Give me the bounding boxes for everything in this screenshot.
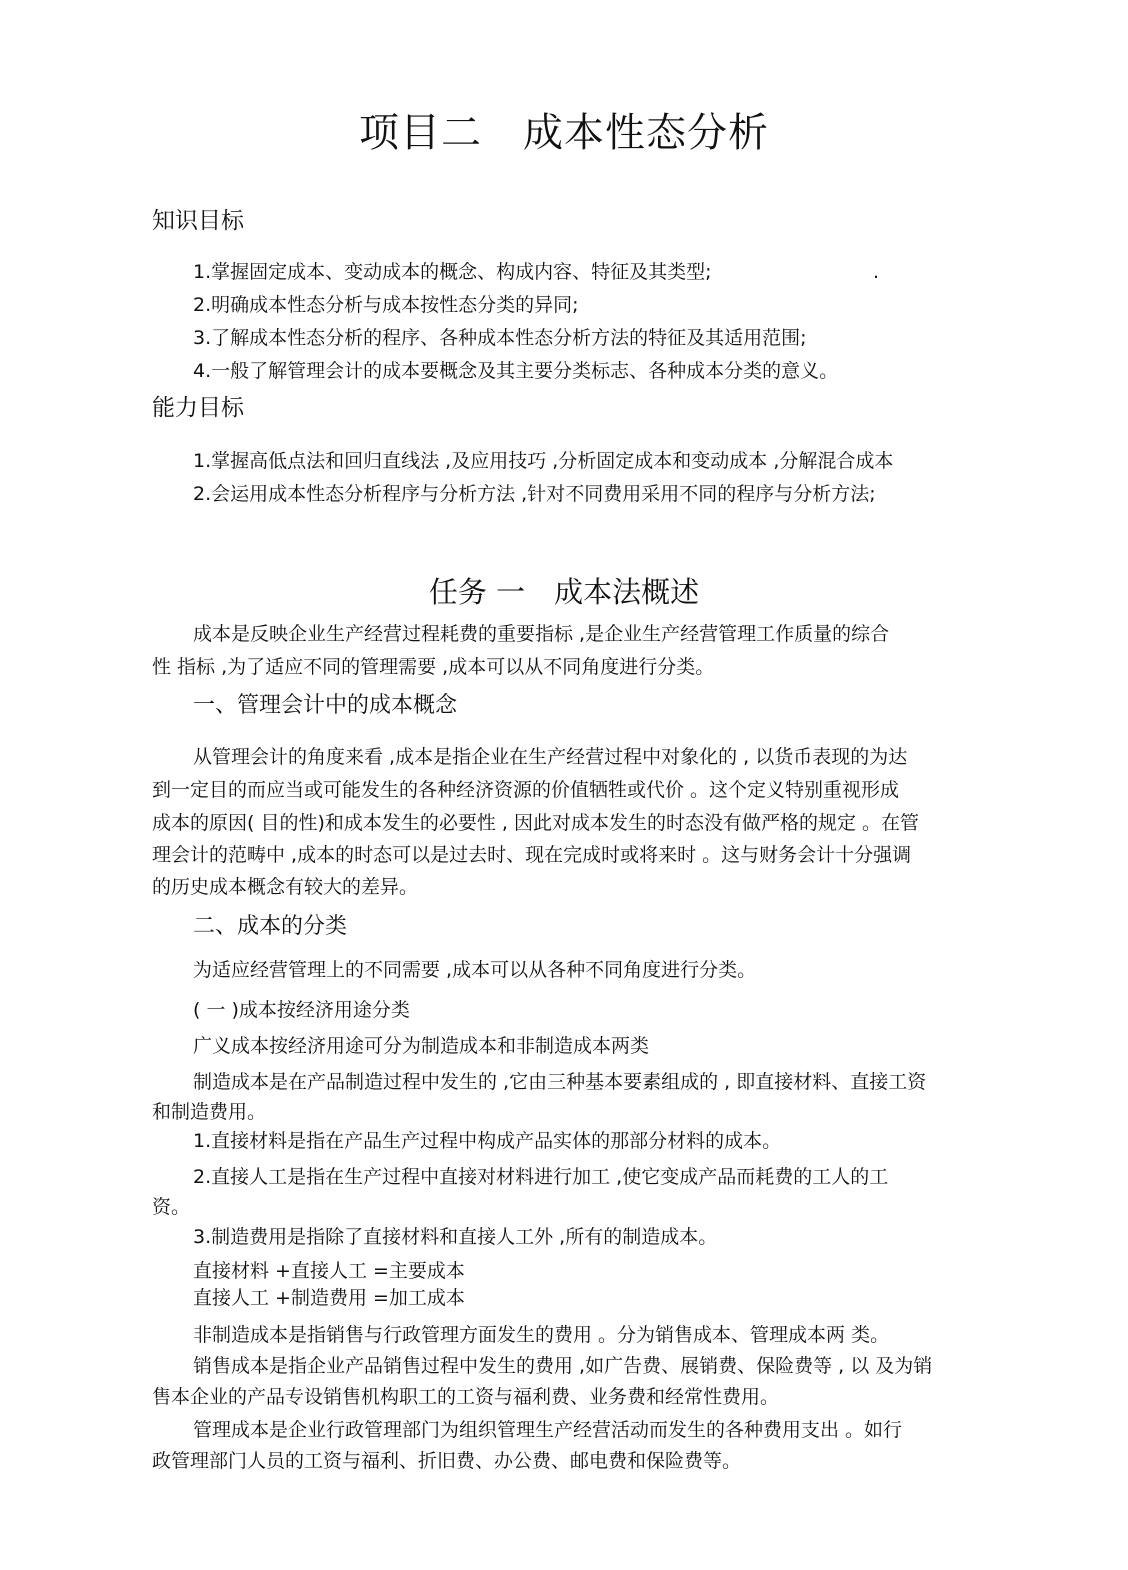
paragraph-line: ( 一 )成本按经济用途分类 [193, 999, 410, 1021]
paragraph-line: 为适应经营管理上的不同需要 ,成本可以从各种不同角度进行分类。 [193, 959, 757, 981]
knowledge-item: 1.掌握固定成本、变动成本的概念、构成内容、特征及其类型; [193, 261, 712, 283]
knowledge-item: 3.了解成本性态分析的程序、各种成本性态分析方法的特征及其适用范围; [193, 327, 807, 349]
task-title: 任务 一 成本法概述 [428, 575, 700, 609]
ability-item: 2.会运用成本性态分析程序与分析方法 ,针对不同费用采用不同的程序与分析方法; [193, 483, 876, 505]
paragraph-line: 3.制造费用是指除了直接材料和直接人工外 ,所有的制造成本。 [193, 1226, 718, 1248]
paragraph-line: 和制造费用。 [152, 1101, 267, 1123]
formula-line: 直接人工 +制造费用 =加工成本 [193, 1287, 465, 1309]
page-title: 项目二 成本性态分析 [359, 110, 769, 156]
paragraph-line: 广义成本按经济用途可分为制造成本和非制造成本两类 [193, 1035, 650, 1057]
paragraph-line: 非制造成本是指销售与行政管理方面发生的费用 。分为销售成本、管理成本两 类。 [193, 1324, 890, 1346]
paragraph-line: 制造成本是在产品制造过程中发生的 ,它由三种基本要素组成的 , 即直接材料、直接工资 [193, 1071, 927, 1093]
section-heading: 二、成本的分类 [193, 914, 348, 939]
paragraph-line: 到一定目的而应当或可能发生的各种经济资源的价值牺牲或代价 。这个定义特别重视形成 [152, 779, 900, 801]
paragraph-line: 成本的原因( 目的性)和成本发生的必要性 , 因此对成本发生的时态没有做严格的规定 。在管 [152, 812, 920, 834]
knowledge-heading: 知识目标 [152, 208, 244, 234]
paragraph-line: 1.直接材料是指在产品生产过程中构成产品实体的那部分材料的成本。 [193, 1130, 782, 1152]
paragraph-line: 资。 [152, 1196, 191, 1218]
paragraph-line: 售本企业的产品专设销售机构职工的工资与福利费、业务费和经常性费用。 [152, 1386, 780, 1408]
paragraph-line: 成本是反映企业生产经营过程耗费的重要指标 ,是企业生产经营管理工作质量的综合 [193, 623, 890, 645]
paragraph-line: 性 指标 ,为了适应不同的管理需要 ,成本可以从不同角度进行分类。 [152, 656, 715, 678]
formula-line: 直接材料 +直接人工 =主要成本 [193, 1260, 465, 1282]
ability-heading: 能力目标 [152, 395, 244, 421]
ability-item: 1.掌握高低点法和回归直线法 ,及应用技巧 ,分析固定成本和变动成本 ,分解混合成本 [193, 450, 894, 472]
paragraph-line: 理会计的范畴中 ,成本的时态可以是过去时、现在完成时或将来时 。这与财务会计十分强调 [152, 844, 912, 866]
paragraph-line: 2.直接人工是指在生产过程中直接对材料进行加工 ,使它变成产品而耗费的工人的工 [193, 1166, 889, 1188]
stray-mark: . [873, 261, 880, 283]
paragraph-line: 政管理部门人员的工资与福利、折旧费、办公费、邮电费和保险费等。 [152, 1450, 742, 1472]
section-heading: 一、管理会计中的成本概念 [193, 693, 458, 718]
paragraph-line: 从管理会计的角度来看 ,成本是指企业在生产经营过程中对象化的 , 以货币表现的为达 [193, 746, 908, 768]
paragraph-line: 管理成本是企业行政管理部门为组织管理生产经营活动而发生的各种费用支出 。如行 [193, 1419, 903, 1441]
paragraph-line: 销售成本是指企业产品销售过程中发生的费用 ,如广告费、展销费、保险费等 , 以 及为销 [193, 1355, 933, 1377]
knowledge-item: 4.一般了解管理会计的成本要概念及其主要分类标志、各种成本分类的意义。 [193, 360, 839, 382]
paragraph-line: 的历史成本概念有较大的差异。 [152, 876, 419, 898]
knowledge-item: 2.明确成本性态分析与成本按性态分类的异同; [193, 294, 579, 316]
